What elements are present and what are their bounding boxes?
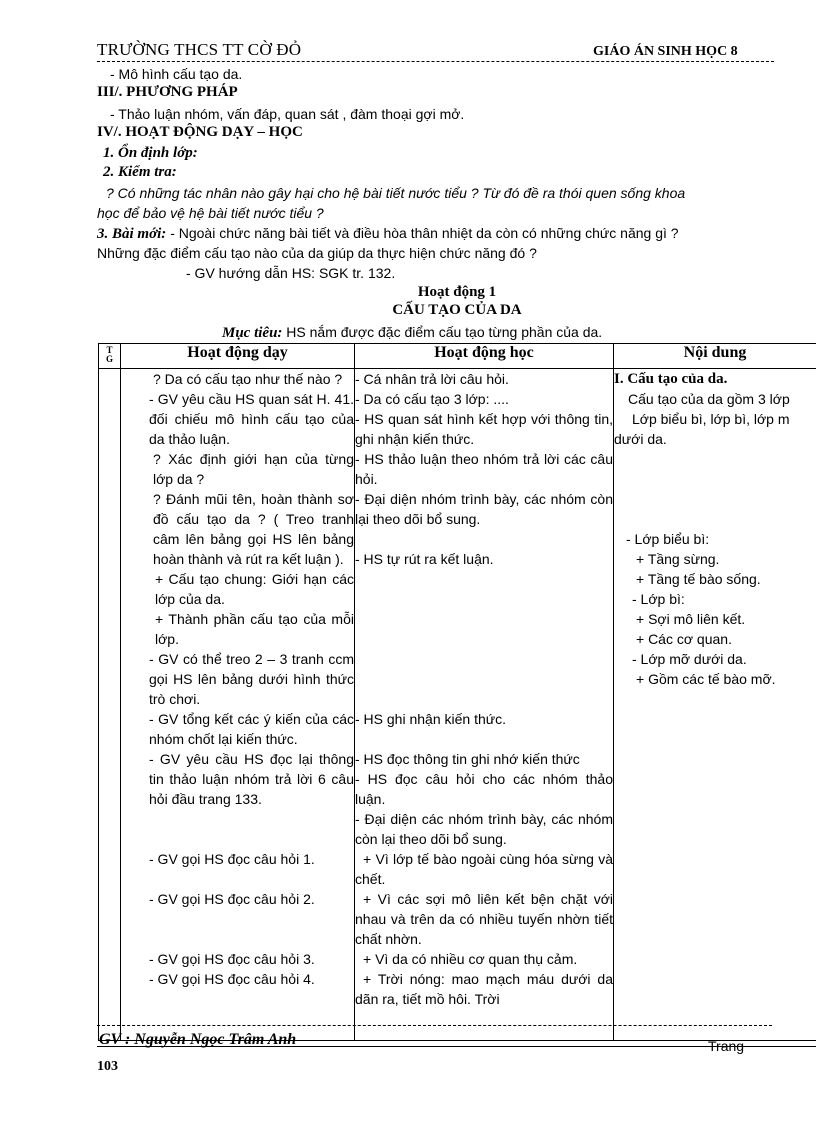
learn-item: - HS thảo luận theo nhóm trả lời các câu hỏi. [355, 451, 613, 487]
teach-item: - GV gọi HS đọc câu hỏi 4. [149, 971, 315, 987]
learn-item: - Đại diện các nhóm trình bày, các nhóm còn lại theo dõi bổ sung. [355, 811, 613, 847]
learn-item: - HS ghi nhận kiến thức. [355, 711, 507, 727]
page-label: Trang [708, 1038, 745, 1054]
header-teach: Hoạt động dạy [121, 344, 355, 369]
content-line: + Gồm các tế bào mỡ. [636, 671, 776, 687]
content-line: - Lớp bì: [632, 591, 685, 607]
step-1: 1. Ổn định lớp: [103, 145, 198, 161]
time-cell [99, 369, 121, 1041]
school-name: TRƯỜNG THCS TT CỜ ĐỎ [97, 40, 302, 59]
teach-item: - GV gọi HS đọc câu hỏi 1. [149, 851, 315, 867]
footer-divider [97, 1025, 772, 1026]
teach-item: + Thành phần cấu tạo của mỗi lớp. [155, 611, 354, 647]
learn-cell [355, 369, 614, 1041]
lesson-table [98, 343, 816, 1041]
activity-goal [222, 322, 602, 343]
teach-item: ? Da có cấu tạo như thế nào ? [153, 371, 343, 387]
content-line: + Sợi mô liên kết. [636, 611, 746, 627]
learn-item: - Đại diện nhóm trình bày, các nhóm còn lại theo dõi bổ sung. [355, 491, 613, 527]
method-heading: III/. PHƯƠNG PHÁP [97, 84, 238, 100]
header-time: T G [99, 344, 121, 369]
learn-item: + Vì lớp tế bào ngoài cùng hóa sừng và chết. [355, 851, 613, 887]
activities-heading: IV/. HOẠT ĐỘNG DẠY – HỌC [97, 124, 303, 140]
learn-item: - HS tự rút ra kết luận. [355, 551, 494, 567]
learn-item: + Vì da có nhiều cơ quan thụ cảm. [363, 951, 578, 967]
content-heading: I. Cấu tạo của da. [614, 371, 728, 387]
teacher-name: GV : Nguyễn Ngọc Trâm Anh [99, 1031, 297, 1048]
check-question-line-2: học để bảo vệ hệ bài tiết nước tiểu ? [97, 205, 324, 221]
learn-item: - Cá nhân trả lời câu hỏi. [355, 371, 509, 387]
teach-cell [121, 369, 355, 1041]
step-3-label: 3. Bài mới: [97, 226, 167, 242]
goal-label: Mục tiêu: [222, 325, 283, 341]
step-3-text: - Ngoài chức năng bài tiết và điều hòa thân nhiệt da còn có những chức năng gì ? [166, 225, 679, 241]
header-learn: Hoạt động học [355, 344, 614, 369]
learn-item: - HS quan sát hình kết hợp với thông tin, ghi nhận kiến thức. [355, 411, 613, 447]
content-line: Lớp biểu bì, lớp bì, lớp m [632, 411, 790, 427]
method-text: - Thảo luận nhóm, vấn đáp, quan sát , đàm thoại gợi mở. [110, 106, 465, 122]
content-line: Cấu tạo của da gồm 3 lớp [628, 391, 790, 407]
table-header-row [99, 344, 816, 369]
learn-item: - Da có cấu tạo 3 lớp: .... [355, 391, 509, 407]
step-3-line-2: Những đặc điểm cấu tạo nào của da giúp da thực hiện chức năng đó ? [97, 245, 537, 261]
teach-item: - GV tổng kết các ý kiến của các nhóm chốt lại kiến thức. [149, 711, 354, 747]
header-content: Nội dung [614, 344, 816, 369]
learn-item: + Trời nóng: mao mạch máu dưới da dãn ra, tiết mồ hôi. Trời [355, 971, 613, 1007]
teach-item: - GV có thể treo 2 – 3 tranh ccm gọi HS lên bảng dưới hình thức trò chơi. [149, 651, 354, 707]
content-line: dưới da. [614, 431, 667, 447]
page-number: 103 [97, 1059, 118, 1074]
content-line: + Tầng tế bào sống. [636, 571, 761, 587]
content-line: + Các cơ quan. [636, 631, 732, 647]
step-3-line-1 [97, 223, 679, 244]
teach-item: - GV yêu cầu HS đọc lại thông tin thảo luận nhóm trả lời 6 câu hỏi đầu trang 133. [149, 751, 354, 807]
model-line: - Mô hình cấu tạo da. [110, 66, 243, 82]
teach-item: - GV yêu cầu HS quan sát H. 41. đối chiếu mô hình cấu tạo của da thảo luận. [149, 391, 354, 447]
teach-item: ? Đánh mũi tên, hoàn thành sơ đồ cấu tạo da ? ( Treo tranh câm lên bảng gọi HS lên bảng hoàn thành và rút ra kết luận ). [153, 491, 354, 567]
goal-text: HS nắm được đặc điểm cấu tạo từng phần của da. [282, 324, 603, 340]
teach-item: - GV gọi HS đọc câu hỏi 3. [149, 951, 315, 967]
activity-subtitle: CẤU TẠO CỦA DA [392, 302, 522, 318]
learn-item: - HS đọc câu hỏi cho các nhóm thảo luận. [355, 771, 613, 807]
activity-title: Hoạt động 1 [417, 284, 497, 300]
content-cell [614, 369, 816, 1041]
learn-item: - HS đọc thông tin ghi nhớ kiến thức [355, 751, 580, 767]
check-question-line-1: ? Có những tác nhân nào gây hại cho hệ bài tiết nước tiểu ? Từ đó đề ra thói quen sống khoa [106, 185, 686, 201]
step-2: 2. Kiểm tra: [103, 164, 177, 180]
content-line: - Lớp mỡ dưới da. [632, 651, 747, 667]
learn-item: + Vì các sợi mô liên kết bện chặt với nhau và trên da có nhiều tuyến nhờn tiết chất nhờn. [355, 891, 613, 947]
guide-line: - GV hướng dẫn HS: SGK tr. 132. [186, 265, 396, 281]
header-divider [97, 61, 774, 62]
subject-title: GIÁO ÁN SINH HỌC 8 [593, 44, 738, 59]
content-line: + Tầng sừng. [636, 551, 720, 567]
teach-item: ? Xác định giới hạn của từng lớp da ? [153, 451, 354, 487]
teach-item: + Cấu tạo chung: Giới hạn các lớp của da. [155, 571, 354, 607]
teach-item: - GV gọi HS đọc câu hỏi 2. [149, 891, 315, 907]
content-line: - Lớp biểu bì: [626, 531, 710, 547]
table-row [99, 369, 816, 1041]
